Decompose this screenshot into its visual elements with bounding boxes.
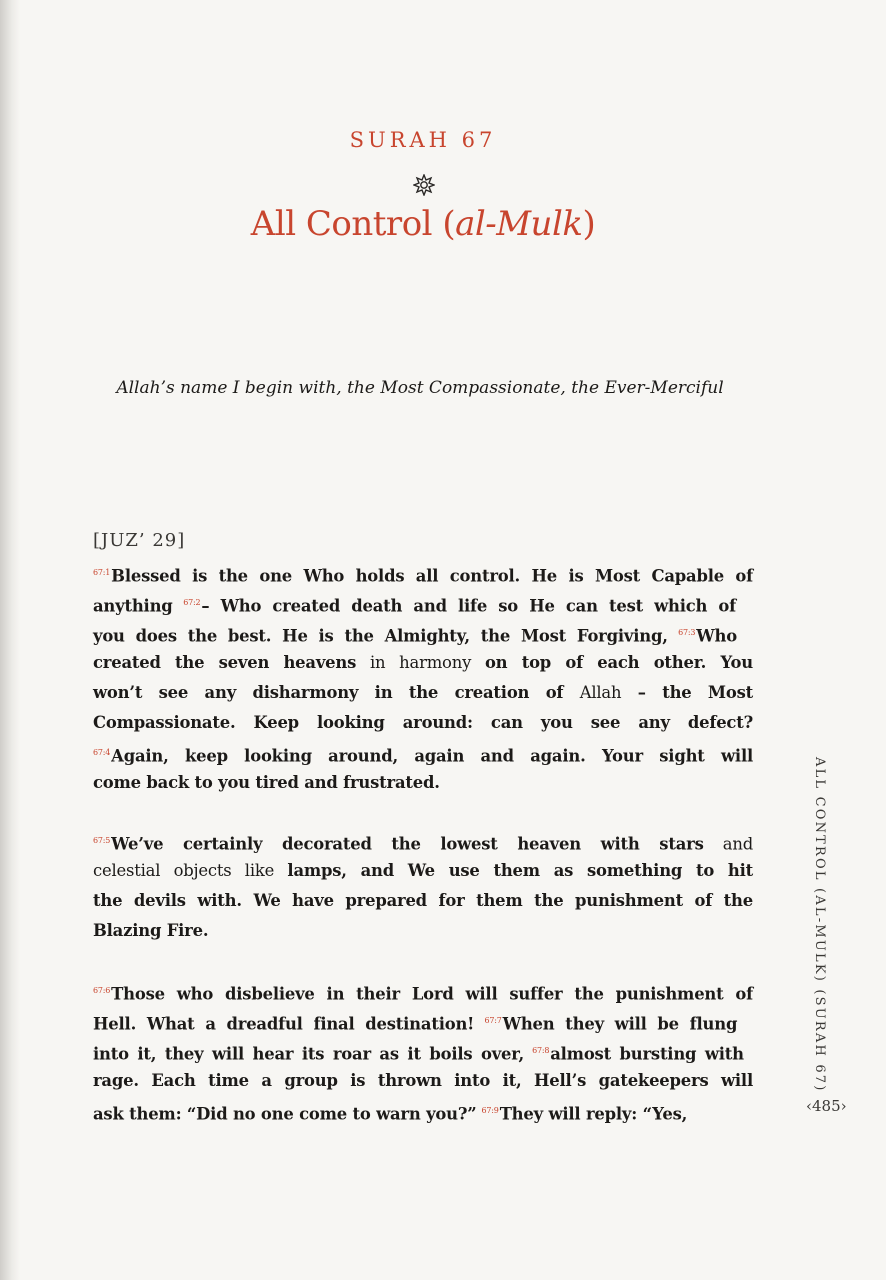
text-line: [93, 1006, 753, 1036]
verse-text: Blazing Fire.: [93, 921, 209, 940]
surah-label: SURAH 67: [349, 128, 497, 152]
verse-number: 67:3: [678, 628, 696, 637]
verse-text: Blessed is the one Who holds all control. He is Most Capable of: [111, 566, 753, 586]
text-line: [93, 1096, 753, 1126]
text-line: [93, 886, 753, 916]
verse-number: 67:6: [93, 986, 111, 995]
verse-text: on top of each other. You: [484, 653, 754, 672]
text-line: [93, 976, 753, 1006]
verse-text: anything: [93, 596, 173, 616]
text-line: [93, 856, 753, 886]
text-line: [93, 678, 753, 708]
verse-text-plain: Allah: [579, 683, 622, 702]
verse-text: Those who disbelieve in their Lord will suffer the punishment of: [111, 984, 753, 1004]
verse-number: 67:7: [484, 1016, 502, 1025]
running-head: ALL CONTROL (AL-MULK) (SURAH 67): [812, 757, 827, 1093]
paragraph-2: [93, 826, 753, 946]
star-ornament-icon: [413, 174, 435, 196]
verse-text: Hell. What a dreadful final destination!: [93, 1014, 475, 1034]
page-number: ‹485›: [806, 1097, 847, 1115]
verse-text: Again, keep looking around, again and again. Your sight will: [111, 746, 753, 766]
verse-text: We’ve certainly decorated the lowest heaven with stars: [111, 834, 704, 854]
verse-text-plain: celestial objects like: [93, 861, 288, 880]
verse-text: won’t see any disharmony in the creation of: [93, 683, 580, 702]
verse-text: created the seven heavens: [93, 653, 357, 672]
verse-text: lamps, and We use them as something to hit: [287, 861, 753, 880]
verse-text: When they will be flung: [502, 1014, 738, 1034]
verse-number: 67:5: [93, 836, 111, 845]
paragraph-3: [93, 976, 753, 1126]
text-line: [93, 768, 753, 798]
verse-number: 67:9: [481, 1106, 499, 1115]
chapter-title-italic: al-Mulk: [455, 204, 583, 244]
text-line: [93, 648, 753, 678]
bleed-through-lines: [90, 80, 750, 119]
verse-text: you does the best. He is the Almighty, the Most Forgiving,: [93, 626, 668, 646]
verse-text: – Who created death and life so He can test which of: [201, 596, 737, 616]
verse-text: the devils with. We have prepared for them the punishment of the: [93, 891, 753, 910]
text-line: [93, 738, 753, 768]
chapter-title: [0, 204, 846, 244]
text-line: [93, 1066, 753, 1096]
verse-text: They will reply: “Yes,: [499, 1104, 688, 1124]
verse-text: almost bursting with: [550, 1044, 744, 1064]
text-line: [93, 826, 753, 856]
text-line: [93, 618, 753, 648]
verse-text-plain: and: [703, 834, 753, 854]
book-spine-shadow: [0, 0, 20, 1280]
juz-marker: [JUZ’ 29]: [93, 530, 186, 551]
verse-number: 67:8: [532, 1046, 550, 1055]
paragraph-1: [93, 558, 753, 798]
verse-text: come back to you tired and frustrated.: [93, 773, 440, 792]
text-line: [93, 588, 753, 618]
text-line: [93, 708, 753, 738]
chapter-title-close: ): [582, 204, 596, 244]
text-line: [93, 916, 753, 946]
verse-text: Compassionate. Keep looking around: can you see any defect?: [93, 713, 753, 732]
verse-text: rage. Each time a group is thrown into it, Hell’s gatekeepers will: [93, 1071, 753, 1090]
verse-text: Who: [696, 626, 737, 646]
chapter-title-main: All Control (: [250, 204, 456, 244]
verse-number: 67:1: [93, 568, 111, 577]
verse-number: 67:2: [183, 598, 201, 607]
verse-text: ask them: “Did no one come to warn you?”: [93, 1104, 477, 1124]
basmala: Allah’s name I begin with, the Most Compassionate, the Ever-Merciful: [116, 378, 724, 398]
verse-number: 67:4: [93, 748, 111, 757]
verse-text-plain: in harmony: [356, 653, 485, 672]
verse-text: into it, they will hear its roar as it boils over,: [93, 1044, 525, 1064]
text-line: [93, 558, 753, 588]
verse-text: – the Most: [621, 683, 754, 702]
text-line: [93, 1036, 753, 1066]
